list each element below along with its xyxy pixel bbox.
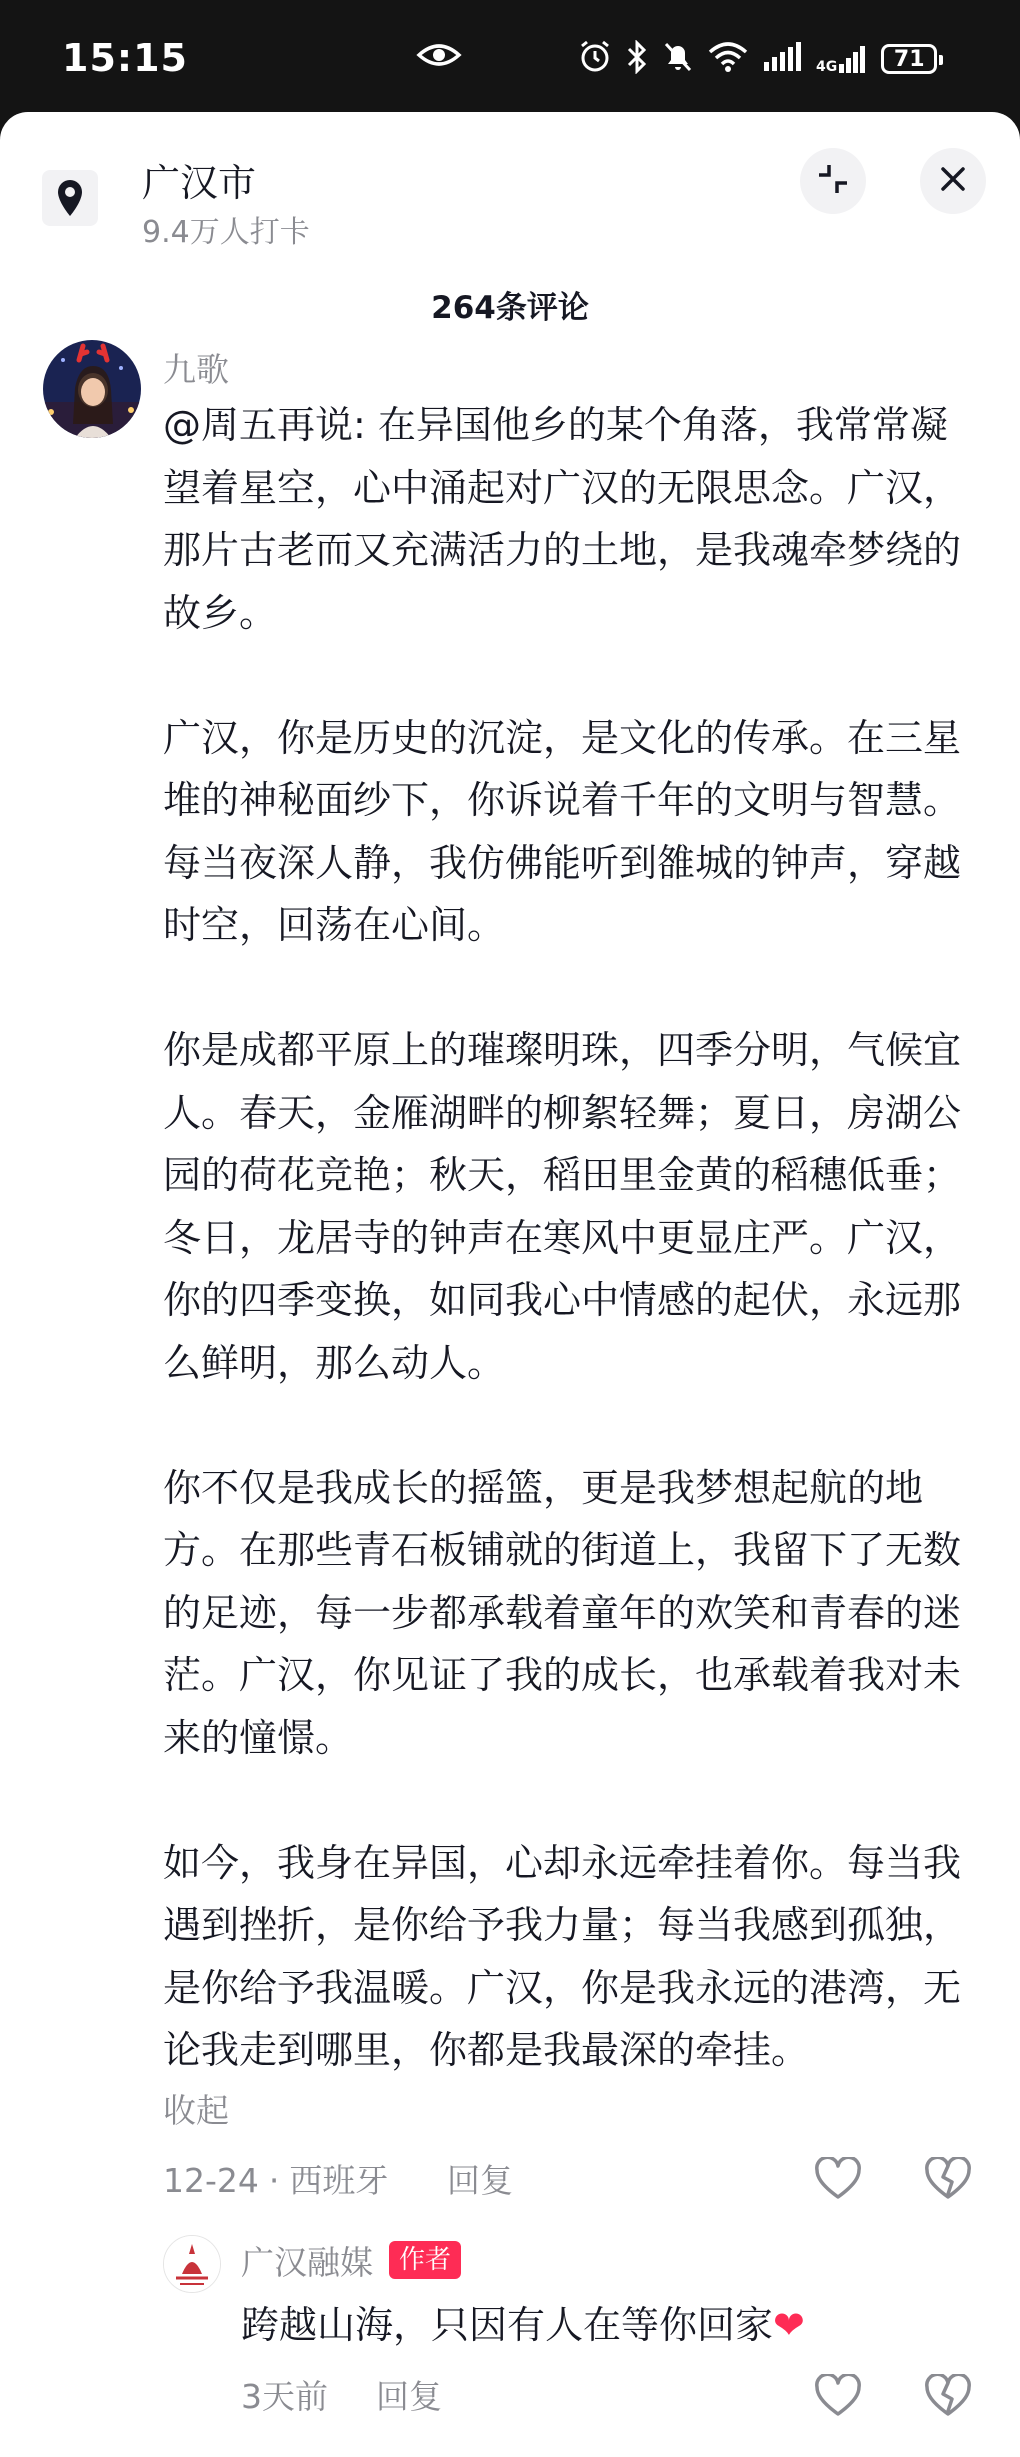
author-badge: 作者 (389, 2241, 461, 2279)
heart-emoji: ❤ (773, 2303, 805, 2347)
comments-sheet (0, 112, 1020, 2457)
comment-paragraph: @周五再说: 在异国他乡的某个角落，我常常凝望着星空，心中涌起对广汉的无限思念。广汉，那片古老而又充满活力的土地，是我魂牵梦绕的故乡。 (163, 403, 962, 635)
checkin-count: 9.4万人打卡 (142, 215, 310, 250)
comment-username[interactable]: 九歌 (163, 350, 229, 389)
bluetooth-icon (626, 40, 648, 78)
reply-reply-button[interactable]: 回复 (376, 2377, 442, 2416)
reply-text (241, 2294, 805, 2349)
comment-paragraph: 广汉，你是历史的沉淀，是文化的传承。在三星堆的神秘面纱下，你诉说着千年的文明与智慧。每当夜深人静，我仿佛能听到雒城的钟声，穿越时空，回荡在心间。 (163, 715, 962, 947)
comment-paragraph: 如今，我身在异国，心却永远牵挂着你。每当我遇到挫折，是你给予我力量；每当我感到孤独，是你给予我温暖。广汉，你是我永远的港湾，无论我走到哪里，你都是我最深的牵挂。 (163, 1840, 962, 2072)
reply-button[interactable]: 回复 (447, 2161, 513, 2200)
alarm-icon (578, 40, 612, 78)
broken-heart-icon[interactable] (924, 2157, 972, 2201)
collapse-text-button[interactable]: 收起 (163, 2091, 229, 2130)
battery-icon (881, 44, 937, 74)
comment-paragraph: 你是成都平原上的璀璨明珠，四季分明，气候宜人。春天，金雁湖畔的柳絮轻舞；夏日，房湖公园的荷花竞艳；秋天，稻田里金黄的稻穗低垂；冬日，龙居寺的钟声在寒风中更显庄严。广汉，你的四季变换，如同我心中情感的起伏，永远那么鲜明，那么动人。 (163, 1028, 962, 1385)
mute-icon (662, 40, 694, 78)
collapse-button[interactable] (800, 148, 866, 214)
comment-date: 12-24 (163, 2161, 259, 2200)
network-label: 4G (816, 59, 838, 75)
signal-icon (762, 42, 802, 76)
reply-avatar[interactable] (163, 2235, 221, 2293)
collapse-icon (816, 162, 850, 200)
battery-level: 71 (893, 46, 925, 72)
status-icons (578, 40, 951, 78)
close-icon (940, 166, 966, 196)
heart-icon[interactable] (814, 2374, 862, 2418)
status-time: 15:15 (62, 36, 188, 80)
wifi-icon (708, 42, 748, 76)
reply-time: 3天前 (241, 2377, 328, 2416)
location-title[interactable]: 广汉市 (142, 161, 257, 205)
meta-separator: · (268, 2161, 280, 2200)
comment-location: 西班牙 (289, 2161, 389, 2200)
status-bar (0, 0, 1020, 115)
close-button[interactable] (920, 148, 986, 214)
eye-icon (416, 40, 462, 74)
heart-icon[interactable] (814, 2157, 862, 2201)
signal-4g-icon (816, 44, 867, 74)
avatar[interactable] (43, 340, 141, 438)
broken-heart-icon[interactable] (924, 2374, 972, 2418)
reply-username[interactable]: 广汉融媒 (241, 2243, 373, 2282)
comment-count: 264条评论 (431, 290, 589, 326)
reply-text-content: 跨越山海，只因有人在等你回家 (241, 2303, 774, 2347)
comment-text (163, 394, 978, 2082)
comment-paragraph: 你不仅是我成长的摇篮，更是我梦想起航的地方。在那些青石板铺就的街道上，我留下了无数的足迹，每一步都承载着童年的欢笑和青春的迷茫。广汉，你见证了我的成长，也承载着我对未来的憧憬。 (163, 1465, 962, 1760)
location-pin-icon (42, 170, 98, 226)
comment-meta (163, 2155, 388, 2202)
